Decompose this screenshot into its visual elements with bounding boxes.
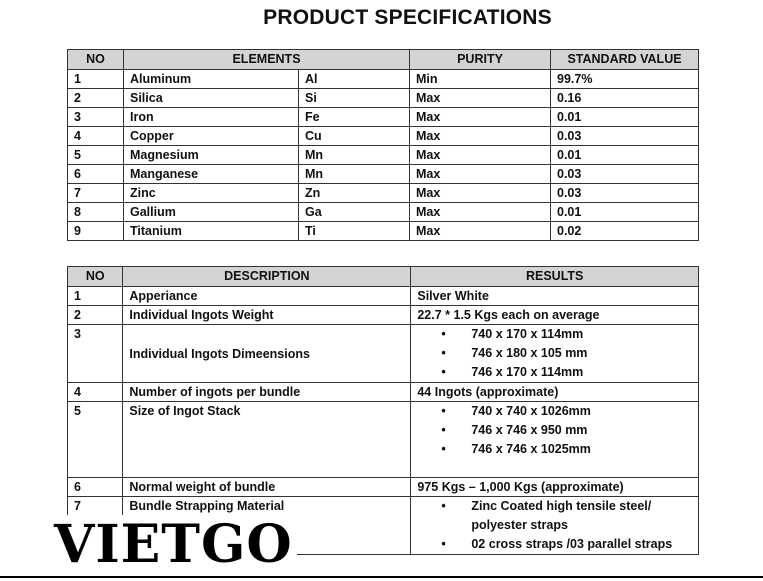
list-item: • 746 x 746 x 1025mm — [417, 440, 692, 459]
table-row — [68, 325, 699, 383]
list-item: • 746 x 180 x 105 mm — [417, 344, 692, 363]
standard-value: 0.01 — [551, 108, 699, 127]
result-cell: 975 Kgs – 1,000 Kgs (approximate) — [411, 478, 699, 497]
row-no: 4 — [68, 127, 124, 146]
standard-value: 0.01 — [551, 203, 699, 222]
table-row — [68, 108, 699, 127]
table-row — [68, 184, 699, 203]
row-no: 6 — [68, 478, 123, 497]
table-row — [68, 478, 699, 497]
purity-type: Max — [410, 146, 551, 165]
row-no: 9 — [68, 222, 124, 241]
row-no: 8 — [68, 203, 124, 222]
table-row — [68, 402, 699, 478]
list-item: • Zinc Coated high tensile steel/ polyester straps — [417, 497, 692, 535]
header-elements: ELEMENTS — [124, 50, 410, 70]
purity-type: Min — [410, 70, 551, 89]
row-no: 1 — [68, 70, 124, 89]
list-item: • 746 x 170 x 114mm — [417, 363, 692, 382]
element-symbol: Si — [299, 89, 410, 108]
list-item: • 740 x 170 x 114mm — [417, 325, 692, 344]
header-no: NO — [68, 50, 124, 70]
element-symbol: Zn — [299, 184, 410, 203]
row-no: 4 — [68, 383, 123, 402]
page-title: PRODUCT SPECIFICATIONS — [263, 6, 552, 29]
description-cell: Number of ingots per bundle — [123, 383, 411, 402]
row-no: 2 — [68, 306, 123, 325]
standard-value: 0.03 — [551, 127, 699, 146]
result-cell: 22.7 * 1.5 Kgs each on average — [411, 306, 699, 325]
standard-value: 0.03 — [551, 184, 699, 203]
element-name: Silica — [124, 89, 299, 108]
purity-type: Max — [410, 127, 551, 146]
purity-type: Max — [410, 165, 551, 184]
watermark-logo: VIETGO — [50, 515, 297, 575]
description-cell: Normal weight of bundle — [123, 478, 411, 497]
table-row — [68, 70, 699, 89]
standard-value: 0.16 — [551, 89, 699, 108]
element-name: Magnesium — [124, 146, 299, 165]
standard-value: 0.03 — [551, 165, 699, 184]
ingot-description-table — [67, 266, 699, 555]
description-cell: Apperiance — [123, 287, 411, 306]
header-description: DESCRIPTION — [123, 267, 411, 287]
purity-type: Max — [410, 203, 551, 222]
element-name: Gallium — [124, 203, 299, 222]
header-purity: PURITY — [410, 50, 551, 70]
element-symbol: Fe — [299, 108, 410, 127]
table-row — [68, 127, 699, 146]
description-cell: Individual Ingots Weight — [123, 306, 411, 325]
header-standard-value: STANDARD VALUE — [551, 50, 699, 70]
table-row — [68, 306, 699, 325]
table-header-row — [68, 50, 699, 70]
element-name: Zinc — [124, 184, 299, 203]
row-no: 6 — [68, 165, 124, 184]
element-name: Aluminum — [124, 70, 299, 89]
result-cell: 44 Ingots (approximate) — [411, 383, 699, 402]
result-cell: Silver White — [411, 287, 699, 306]
header-no: NO — [68, 267, 123, 287]
element-name: Titanium — [124, 222, 299, 241]
description-cell: Individual Ingots Dimeensions — [123, 325, 411, 383]
header-results: RESULTS — [411, 267, 699, 287]
table-row — [68, 165, 699, 184]
element-name: Copper — [124, 127, 299, 146]
element-name: Iron — [124, 108, 299, 127]
table-row — [68, 146, 699, 165]
row-no: 3 — [68, 108, 124, 127]
standard-value: 0.02 — [551, 222, 699, 241]
row-no: 5 — [68, 402, 123, 478]
list-item: • 02 cross straps /03 parallel straps — [417, 535, 692, 554]
table-row — [68, 222, 699, 241]
list-item: • 740 x 740 x 1026mm — [417, 402, 692, 421]
purity-type: Max — [410, 89, 551, 108]
element-symbol: Al — [299, 70, 410, 89]
row-no: 7 — [68, 184, 124, 203]
purity-type: Max — [410, 108, 551, 127]
row-no: 2 — [68, 89, 124, 108]
table-row — [68, 287, 699, 306]
table-header-row — [68, 267, 699, 287]
row-no: 7 — [68, 497, 123, 555]
element-symbol: Mn — [299, 146, 410, 165]
element-name: Manganese — [124, 165, 299, 184]
row-no: 5 — [68, 146, 124, 165]
element-symbol: Mn — [299, 165, 410, 184]
table-row — [68, 383, 699, 402]
table-row — [68, 203, 699, 222]
description-cell: Bundle Strapping Material — [123, 497, 411, 555]
purity-type: Max — [410, 222, 551, 241]
result-cell — [411, 497, 699, 555]
standard-value: 0.01 — [551, 146, 699, 165]
watermark-underline — [0, 576, 763, 578]
bullet-list — [417, 325, 692, 382]
standard-value: 99.7% — [551, 70, 699, 89]
row-no: 3 — [68, 325, 123, 383]
element-symbol: Ti — [299, 222, 410, 241]
element-purity-table — [67, 49, 699, 241]
result-cell — [411, 402, 699, 478]
description-cell: Size of Ingot Stack — [123, 402, 411, 478]
purity-type: Max — [410, 184, 551, 203]
row-no: 1 — [68, 287, 123, 306]
list-item: • 746 x 746 x 950 mm — [417, 421, 692, 440]
bullet-list — [417, 497, 692, 554]
result-cell — [411, 325, 699, 383]
element-symbol: Cu — [299, 127, 410, 146]
element-symbol: Ga — [299, 203, 410, 222]
table-row — [68, 89, 699, 108]
bullet-list — [417, 402, 692, 459]
